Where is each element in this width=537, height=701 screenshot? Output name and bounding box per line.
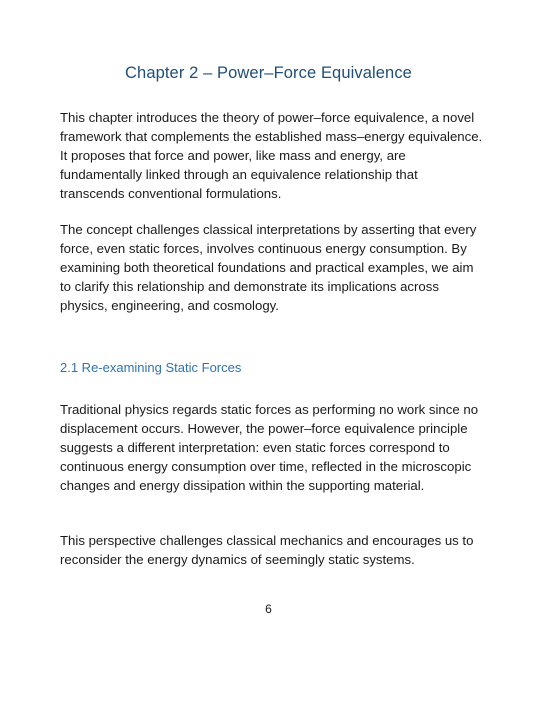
page-number: 6 [265,602,272,616]
section-paragraph-2: This perspective challenges classical mechanics and encourages us to reconsider the energy dynamics of seemingly static systems. [60,533,474,567]
intro-paragraph-1: This chapter introduces the theory of power–force equivalence, a novel framework that complements the established mass–energy equivalence. It proposes that force and power, like mass and energy, are fundamentally linked through an equivalence relationship that transcends conventional formulations. [60,110,483,201]
section-paragraph-1: Traditional physics regards static forces as performing no work since no displacement occurs. However, the power–force equivalence principle suggests a different interpretation: even static forces correspond to continuous energy consumption over time, reflected in the microscopic changes and energy dissipation within the supporting material. [60,402,479,493]
intro-paragraph-2: The concept challenges classical interpretations by asserting that every force, even static forces, involves continuous energy consumption. By examining both theoretical foundations and practical examples, we aim to clarify this relationship and demonstrate its implications across physics, engineering, and cosmology. [60,222,477,313]
section-heading: 2.1 Re-examining Static Forces [60,360,242,375]
chapter-title: Chapter 2 – Power–Force Equivalence [125,64,412,82]
